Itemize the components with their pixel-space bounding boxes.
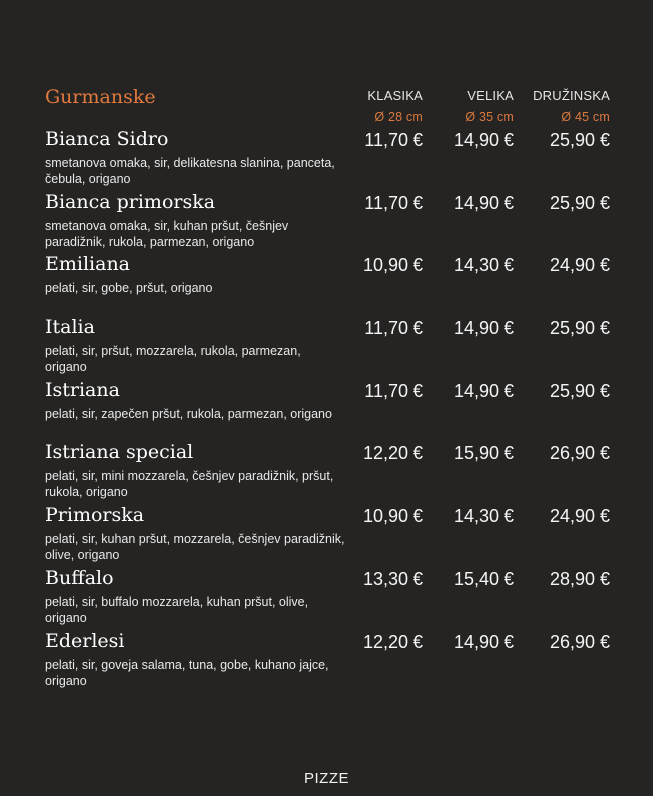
price-druzinska: 25,90 € [549,192,610,213]
item-description: pelati, sir, kuhan pršut, mozzarela, češnjev paradižnik, olive, origano [45,532,345,563]
price-druzinska: 25,90 € [549,130,610,150]
menu-item [45,441,610,504]
item-description: pelati, sir, mini mozzarela, češnjev paradižnik, pršut, rukola, origano [45,469,334,500]
column-label: KLASIKA [367,88,423,103]
item-description: pelati, sir, zapečen pršut, rukola, parmezan, origano [45,406,332,421]
item-name: Bianca Sidro [45,128,169,150]
price-velika: 15,90 € [453,443,514,464]
item-name: Istriana special [45,441,194,464]
price-klasika: 10,90 € [362,255,423,276]
price-velika: 14,90 € [453,192,514,213]
column-header-klasika [367,88,423,124]
price-velika: 14,90 € [453,380,514,401]
menu-item [45,128,610,191]
column-size: Ø 45 cm [561,110,610,124]
price-klasika: 11,70 € [364,130,423,150]
item-name: Istriana [45,378,120,401]
pizza-menu [45,86,610,692]
price-druzinska: 28,90 € [549,568,610,589]
price-klasika: 12,20 € [362,631,423,652]
column-header-druzinska [533,88,610,124]
menu-item [45,630,610,693]
price-druzinska: 25,90 € [549,380,610,401]
section-title: Gurmanske [45,86,156,108]
item-name: Emiliana [45,253,131,276]
price-klasika: 10,90 € [362,506,423,527]
price-klasika: 11,70 € [364,318,423,339]
price-velika: 14,90 € [453,130,514,150]
price-druzinska: 26,90 € [549,631,610,652]
item-name: Italia [45,316,95,339]
column-size: Ø 28 cm [374,110,423,124]
column-size: Ø 35 cm [465,110,514,124]
menu-header [45,86,610,128]
column-label: VELIKA [467,88,514,103]
price-klasika: 11,70 € [364,380,423,401]
menu-item [45,504,610,567]
menu-items [45,128,610,692]
price-velika: 14,30 € [453,506,514,527]
price-velika: 14,90 € [453,318,514,339]
menu-item [45,316,610,379]
price-druzinska: 24,90 € [549,255,610,276]
column-label: DRUŽINSKA [533,88,610,103]
item-description: pelati, sir, goveja salama, tuna, gobe, kuhano jajce, origano [45,657,329,688]
item-description: pelati, sir, pršut, mozzarela, rukola, parmezan, origano [45,344,301,375]
price-druzinska: 24,90 € [549,506,610,527]
menu-item [45,191,610,254]
item-name: Buffalo [45,566,114,589]
column-header-velika [465,88,514,124]
price-druzinska: 25,90 € [549,318,610,339]
item-name: Primorska [45,504,145,527]
item-description: pelati, sir, buffalo mozzarela, kuhan pršut, olive, origano [45,594,309,625]
item-description: smetanova omaka, sir, delikatesna slanina, panceta, čebula, origano [45,156,335,186]
page-footer-label: PIZZE [303,770,349,787]
menu-item [45,567,610,630]
price-klasika: 12,20 € [362,443,423,464]
menu-item [45,253,610,316]
item-name: Ederlesi [45,629,125,652]
price-velika: 14,90 € [453,631,514,652]
price-velika: 15,40 € [453,568,514,589]
item-description: pelati, sir, gobe, pršut, origano [45,281,213,296]
price-klasika: 11,70 € [364,192,423,213]
menu-item [45,379,610,442]
item-name: Bianca primorska [45,190,216,213]
price-druzinska: 26,90 € [549,443,610,464]
item-description: smetanova omaka, sir, kuhan pršut, češnjev paradižnik, rukola, parmezan, origano [45,218,289,249]
price-klasika: 13,30 € [362,568,423,589]
price-velika: 14,30 € [453,255,514,276]
